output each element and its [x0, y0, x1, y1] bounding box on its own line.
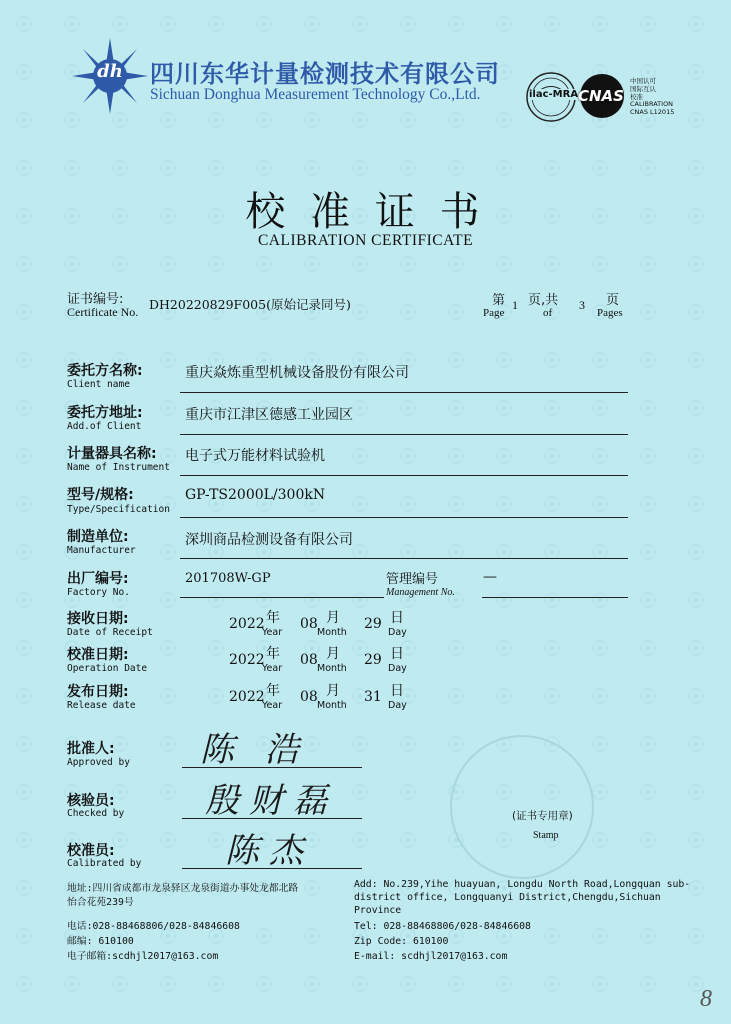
- approver-signature: 陈 浩: [200, 730, 309, 770]
- footer-address-cn-2: 怡合花苑239号: [67, 897, 134, 908]
- cnas-en: CALIBRATION: [630, 100, 674, 108]
- release-month-unit-en: Month: [317, 700, 347, 711]
- client-name-value: 重庆焱炼重型机械设备股份有限公司: [185, 365, 409, 381]
- title-en: CALIBRATION CERTIFICATE: [257, 232, 474, 249]
- release-month: 08: [300, 689, 318, 705]
- receipt-month: 08: [300, 616, 318, 632]
- manufacturer-label-cn: 制造单位:: [67, 529, 129, 545]
- pages-en: Pages: [597, 307, 623, 319]
- operation-month-unit-cn: 月: [326, 646, 340, 662]
- management-no-value: —: [483, 569, 497, 585]
- certificate-label-cn: 证书编号:: [67, 292, 124, 307]
- release-year-unit-cn: 年: [266, 683, 280, 699]
- cnas-cn-3: 校准: [630, 93, 643, 101]
- cnas-label: CNAS: [578, 87, 624, 105]
- receipt-month-unit-cn: 月: [326, 610, 340, 626]
- calibrator-underline: [182, 868, 362, 869]
- instrument-name-label-cn: 计量器具名称:: [67, 446, 157, 462]
- footer-tel-cn: 电话:028-88468806/028-84846608: [67, 921, 240, 932]
- client-address-label-en: Add.of Client: [67, 421, 142, 432]
- operation-month: 08: [300, 652, 318, 668]
- certificate-number: DH20220829F005(原始记录同号): [149, 297, 351, 312]
- footer-address-en-3: Province: [354, 905, 402, 916]
- footer-address-en-2: district office, Longquanyi District,Chengdu,Sichuan: [354, 892, 661, 903]
- footer-address-en-1: Add: No.239,Yihe huayuan, Longdu North Road,Longquan sub-: [354, 879, 691, 890]
- operation-date-label-cn: 校准日期:: [67, 647, 129, 663]
- operation-day-unit-en: Day: [388, 663, 407, 674]
- type-spec-underline: [180, 517, 628, 518]
- stamp-circle: [450, 735, 594, 879]
- release-year: 2022: [229, 689, 265, 705]
- logo-letters: dh: [97, 61, 123, 82]
- checker-underline: [182, 818, 362, 819]
- operation-year-unit-en: Year: [262, 663, 283, 674]
- client-name-label-en: Client name: [67, 379, 130, 390]
- client-address-label-cn: 委托方地址:: [67, 405, 143, 421]
- calibrator-signature: 陈杰: [225, 831, 313, 871]
- footer-email-en: E-mail: scdhjl2017@163.com: [354, 951, 508, 962]
- cnas-cn-2: 国际互认: [630, 85, 656, 93]
- manufacturer-value: 深圳商品检测设备有限公司: [185, 532, 353, 548]
- instrument-name-underline: [180, 475, 628, 476]
- type-spec-label-cn: 型号/规格:: [67, 487, 134, 503]
- instrument-name-value: 电子式万能材料试验机: [185, 448, 325, 464]
- receipt-day-unit-cn: 日: [390, 610, 404, 626]
- receipt-date-label-en: Date of Receipt: [67, 627, 153, 638]
- certificate-label-en: Certificate No.: [67, 305, 139, 319]
- receipt-date-label-cn: 接收日期:: [67, 611, 129, 627]
- handwritten-page-mark: 8: [700, 986, 712, 1012]
- footer-zip-en: Zip Code: 610100: [354, 936, 449, 947]
- checked-by-label-cn: 核验员:: [67, 793, 115, 809]
- company-name-en: Sichuan Donghua Measurement Technology Co.,Ltd.: [150, 86, 481, 103]
- management-no-label-cn: 管理编号: [386, 572, 439, 587]
- factory-no-underline: [180, 597, 384, 598]
- receipt-day-unit-en: Day: [388, 627, 407, 638]
- page-current: 1: [512, 298, 518, 312]
- stamp-label-cn: (证书专用章): [512, 810, 573, 822]
- receipt-year-unit-en: Year: [262, 627, 283, 638]
- page-total: 3: [579, 298, 585, 312]
- receipt-year-unit-cn: 年: [266, 610, 280, 626]
- pages-cn: 页: [606, 293, 620, 308]
- stamp-label-en: Stamp: [533, 830, 559, 841]
- client-address-underline: [180, 434, 628, 435]
- release-year-unit-en: Year: [262, 700, 283, 711]
- release-month-unit-cn: 月: [326, 683, 340, 699]
- checker-signature: 殷财磊: [205, 781, 337, 821]
- page-en: Page: [483, 307, 505, 319]
- cnas-cn-1: 中国认可: [630, 77, 656, 85]
- operation-day-unit-cn: 日: [390, 646, 404, 662]
- calibrated-by-label-cn: 校准员:: [67, 843, 115, 859]
- calibrated-by-label-en: Calibrated by: [67, 858, 142, 869]
- page-of-en: of: [543, 307, 553, 319]
- client-address-value: 重庆市江津区德感工业园区: [185, 407, 353, 423]
- factory-no-label-en: Factory No.: [67, 587, 130, 598]
- operation-month-unit-en: Month: [317, 663, 347, 674]
- operation-date-label-en: Operation Date: [67, 663, 148, 674]
- release-day-unit-en: Day: [388, 700, 407, 711]
- footer-email-cn: 电子邮箱:scdhjl2017@163.com: [67, 951, 219, 962]
- checked-by-label-en: Checked by: [67, 808, 125, 819]
- manufacturer-underline: [180, 558, 628, 559]
- release-date-label-en: Release date: [67, 700, 136, 711]
- client-name-label-cn: 委托方名称:: [67, 363, 143, 379]
- page-cn: 第: [492, 293, 506, 308]
- ilac-mra-label: ilac-MRA: [529, 89, 579, 100]
- title-cn: 校 准 证 书: [245, 189, 486, 235]
- receipt-year: 2022: [229, 616, 265, 632]
- footer-tel-en: Tel: 028-88468806/028-84846608: [354, 921, 531, 932]
- operation-year: 2022: [229, 652, 265, 668]
- approved-by-label-en: Approved by: [67, 757, 130, 768]
- footer-zip-cn: 邮编: 610100: [67, 936, 134, 947]
- company-name-cn: 四川东华计量检测技术有限公司: [150, 60, 500, 88]
- instrument-name-label-en: Name of Instrument: [67, 462, 170, 473]
- management-no-underline: [482, 597, 628, 598]
- operation-day: 29: [364, 652, 382, 668]
- type-spec-value: GP-TS2000L/300kN: [185, 487, 326, 503]
- receipt-day: 29: [364, 616, 382, 632]
- management-no-label-en: Management No.: [386, 587, 455, 598]
- receipt-month-unit-en: Month: [317, 627, 347, 638]
- approver-underline: [182, 767, 362, 768]
- release-day-unit-cn: 日: [390, 683, 404, 699]
- operation-year-unit-cn: 年: [266, 646, 280, 662]
- release-day: 31: [364, 689, 382, 705]
- factory-no-label-cn: 出厂编号:: [67, 571, 129, 587]
- type-spec-label-en: Type/Specification: [67, 504, 170, 515]
- factory-no-value: 201708W-GP: [185, 571, 271, 586]
- client-name-underline: [180, 392, 628, 393]
- release-date-label-cn: 发布日期:: [67, 684, 129, 700]
- page-of-cn: 页,共: [528, 293, 559, 308]
- footer-address-cn-1: 地址:四川省成都市龙泉驿区龙泉街道办事处龙都北路: [67, 883, 299, 894]
- approved-by-label-cn: 批准人:: [67, 741, 115, 757]
- manufacturer-label-en: Manufacturer: [67, 545, 136, 556]
- cnas-no: CNAS L12015: [630, 108, 675, 116]
